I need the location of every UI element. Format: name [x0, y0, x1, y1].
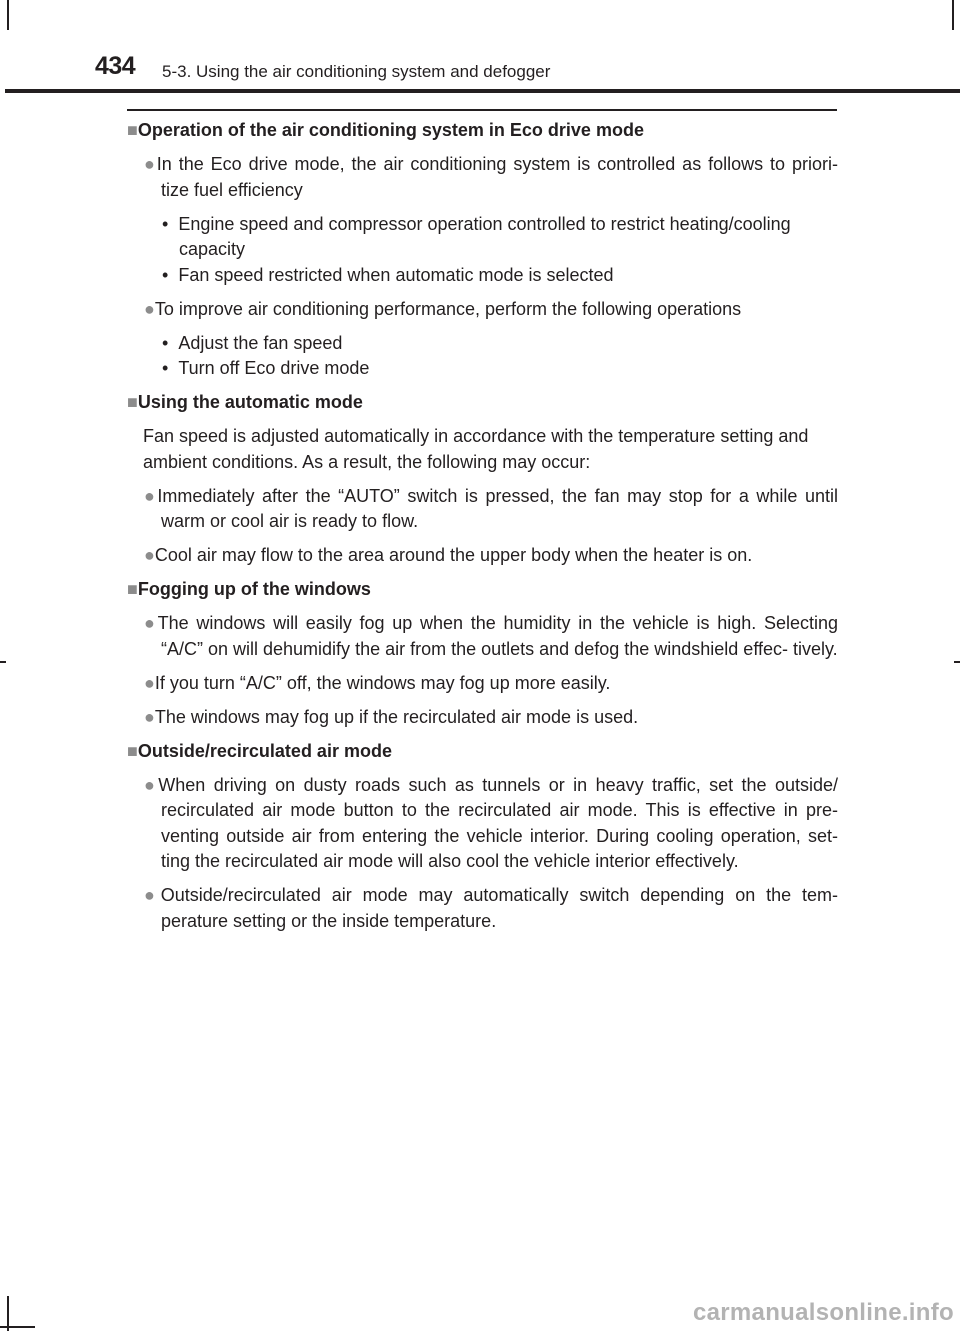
round-bullet-icon: ●	[144, 298, 155, 319]
sub-bullet-item: • Turn off Eco drive mode	[162, 358, 370, 378]
page-number: 434	[95, 52, 136, 80]
round-bullet-icon: ●	[144, 154, 157, 174]
round-bullet-icon: ●	[144, 485, 158, 506]
dot-bullet-icon: •	[162, 213, 169, 234]
dot-bullet-icon: •	[162, 264, 169, 285]
round-bullet-icon: ●	[144, 706, 155, 727]
square-bullet-icon: ■	[127, 740, 138, 761]
dot-bullet-icon: •	[162, 332, 169, 353]
square-bullet-icon: ■	[127, 579, 138, 599]
bullet-item: ●In the Eco drive mode, the air conditioning system is controlled as follows to priori- tize fuel efficiency	[144, 154, 838, 200]
bullet-item: ●To improve air conditioning performance, perform the following operations	[144, 298, 742, 319]
square-bullet-icon: ■	[127, 120, 138, 140]
content-top-rule	[127, 109, 837, 111]
round-bullet-icon: ●	[144, 672, 155, 693]
section-title: 5-3. Using the air conditioning system and defogger	[162, 62, 551, 81]
round-bullet-icon: ●	[144, 774, 159, 795]
page-content	[127, 118, 838, 934]
bullet-item: ●Outside/recirculated air mode may automatically switch depending on the tem- perature setting or the inside temperature.	[144, 885, 839, 931]
bullet-item: ●Immediately after the “AUTO” switch is pressed, the fan may stop for a while until warm or cool air is ready to flow.	[144, 485, 838, 531]
page-header	[0, 0, 960, 95]
section-heading-fogging: ■Fogging up of the windows	[127, 579, 371, 599]
crop-mark-mid-right	[954, 661, 960, 663]
bullet-item: ●When driving on dusty roads such as tunnels or in heavy traffic, set the outside/ recirculated air mode button to the recirculated air mode. This is effective in pre- venting outside air from entering the vehicle interior. During cooling operation, set- ting the recirculated air mode will also cool the vehicle interior effectively.	[144, 774, 838, 871]
dot-bullet-icon: •	[162, 358, 169, 378]
section-heading-recirculated: ■Outside/recirculated air mode	[127, 740, 392, 761]
section-heading-eco-drive: ■Operation of the air conditioning system in Eco drive mode	[127, 120, 644, 140]
round-bullet-icon: ●	[144, 545, 155, 565]
sub-bullet-item: • Engine speed and compressor operation controlled to restrict heating/cooling capacity	[162, 213, 791, 259]
watermark: carmanualsonline.info	[692, 1299, 954, 1326]
square-bullet-icon: ■	[127, 392, 138, 412]
sub-bullet-item: • Fan speed restricted when automatic mode is selected	[162, 264, 614, 285]
crop-mark-bottom-left-h	[0, 1326, 35, 1328]
bullet-item: ●If you turn “A/C” off, the windows may fog up more easily.	[144, 672, 611, 693]
header-rule	[5, 89, 960, 93]
bullet-item: ●The windows will easily fog up when the humidity in the vehicle is high. Selecting “A/C” on will dehumidify the air from the outlets and defog the windshield effec- tively.	[144, 613, 838, 659]
paragraph: Fan speed is adjusted automatically in accordance with the temperature setting and ambient conditions. As a result, the following may occur:	[143, 426, 809, 472]
bullet-item: ●Cool air may flow to the area around the upper body when the heater is on.	[144, 545, 753, 565]
bullet-item: ●The windows may fog up if the recirculated air mode is used.	[144, 706, 639, 727]
section-heading-automatic-mode: ■Using the automatic mode	[127, 392, 363, 412]
round-bullet-icon: ●	[144, 885, 161, 905]
crop-mark-mid-left	[0, 661, 6, 663]
round-bullet-icon: ●	[144, 613, 158, 633]
sub-bullet-item: • Adjust the fan speed	[162, 332, 343, 353]
